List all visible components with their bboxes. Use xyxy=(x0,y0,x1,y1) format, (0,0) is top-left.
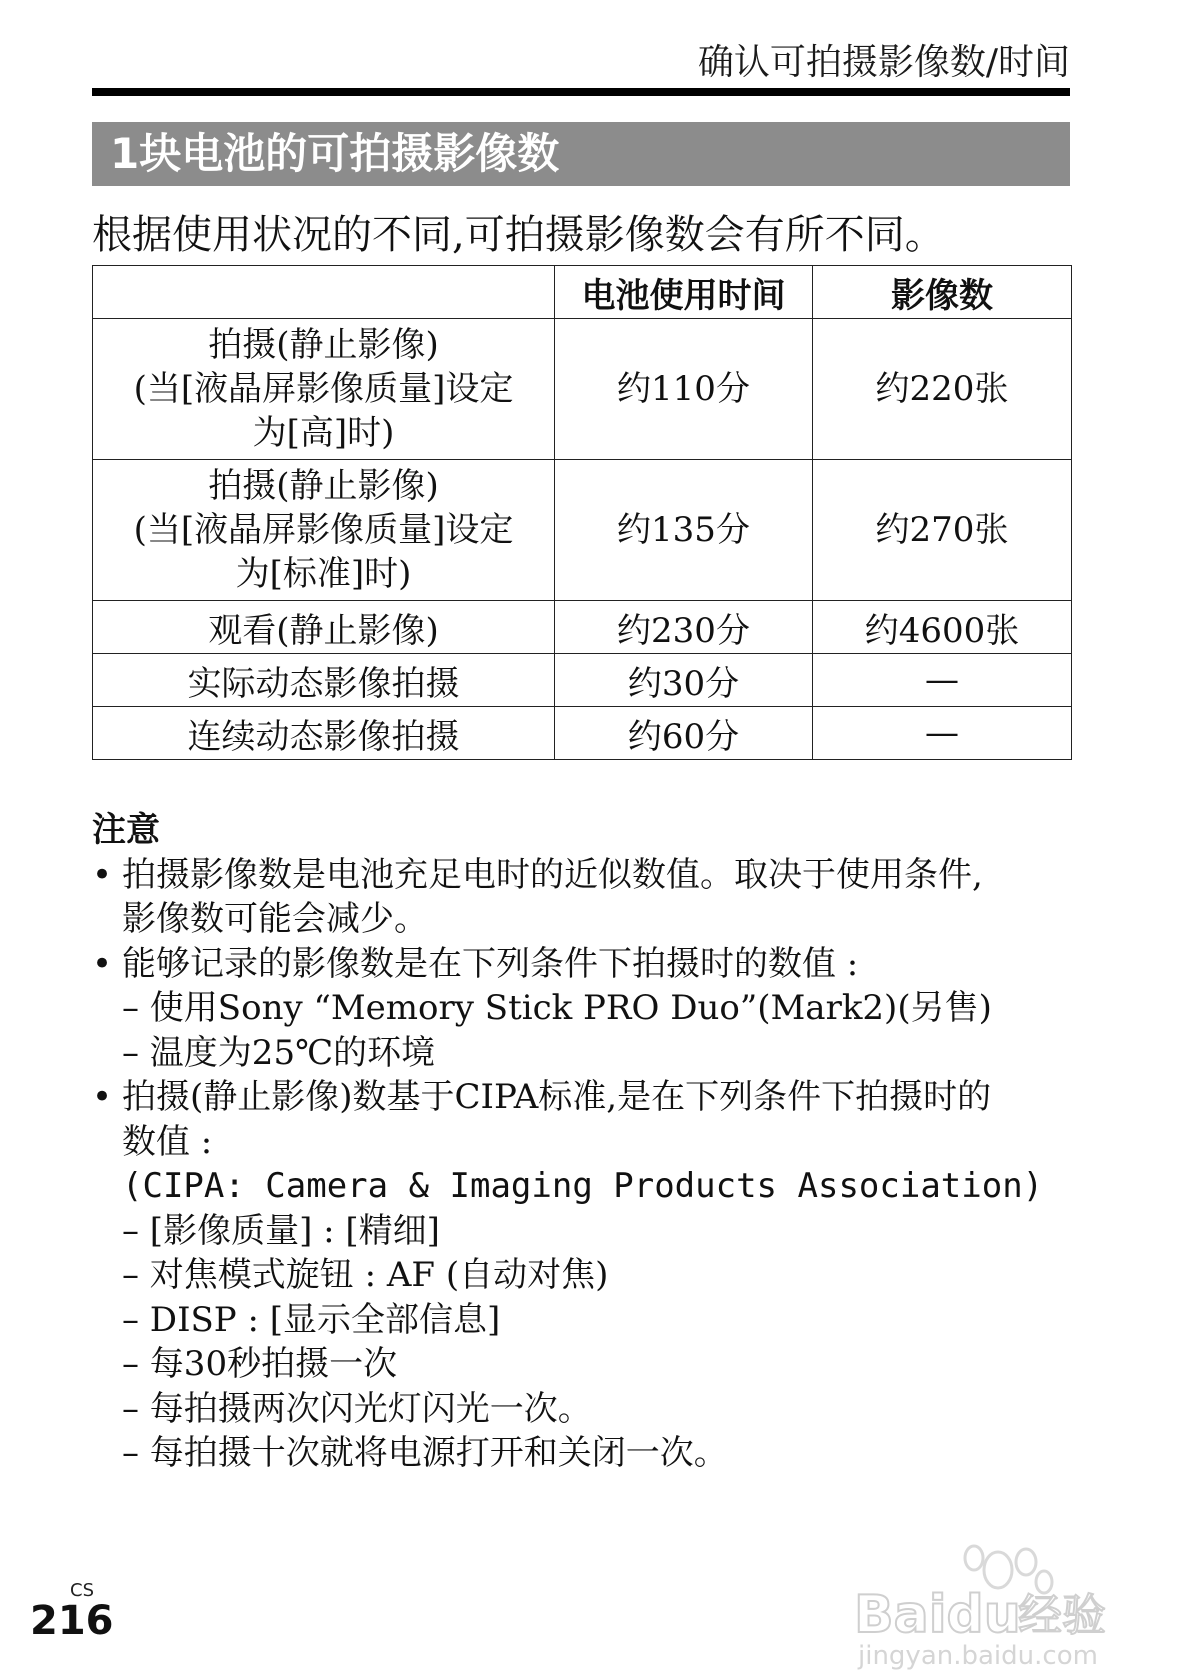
notes-section xyxy=(92,808,1082,1476)
note-line: – 使用Sony “Memory Stick PRO Duo”(Mark2)(另售) xyxy=(122,988,992,1028)
table-cell-mode xyxy=(93,460,555,601)
table-row xyxy=(93,319,1072,460)
table-cell-mode xyxy=(93,319,555,460)
running-header: 确认可拍摄影像数/时间 xyxy=(697,42,1070,83)
table-cell-time: 约110分 xyxy=(555,319,813,460)
mode-line: (当[液晶屏影像质量]设定 xyxy=(133,369,514,409)
note-line: 影像数可能会减少。 xyxy=(122,899,428,939)
baidu-watermark-logo xyxy=(848,1530,1148,1670)
table-cell-count: — xyxy=(813,707,1072,760)
watermark-url: jingyan.baidu.com xyxy=(858,1641,1098,1670)
table-cell-mode: 实际动态影像拍摄 xyxy=(93,654,555,707)
table-cell-time: 约135分 xyxy=(555,460,813,601)
mode-line: 拍摄(静止影像) xyxy=(208,325,439,365)
mode-line: (当[液晶屏影像质量]设定 xyxy=(133,510,514,550)
note-line: – DISP : [显示全部信息] xyxy=(122,1299,501,1340)
watermark-brand: Baidu xyxy=(854,1585,1021,1645)
table-header-count: 影像数 xyxy=(813,266,1072,319)
table-row xyxy=(93,460,1072,601)
note-line: 能够记录的影像数是在下列条件下拍摄时的数值 : xyxy=(122,943,859,984)
notes-title: 注意 xyxy=(92,810,160,850)
note-line: – 温度为25℃的环境 xyxy=(122,1032,436,1073)
page-language-code: CS xyxy=(70,1580,94,1601)
watermark-brand-cn: 经验 xyxy=(1018,1590,1106,1641)
table-header-row xyxy=(93,266,1072,319)
table-row xyxy=(93,707,1072,760)
note-line: – [影像质量] : [精细] xyxy=(122,1210,440,1251)
table-cell-count: 约4600张 xyxy=(813,601,1072,654)
bullet-icon: • xyxy=(92,943,113,984)
bullet-icon: • xyxy=(92,1077,113,1117)
bullet-icon: • xyxy=(92,854,113,895)
header-rule xyxy=(92,88,1070,96)
table-cell-time: 约60分 xyxy=(555,707,813,760)
mode-line: 为[标准]时) xyxy=(235,554,412,594)
table-cell-count: 约220张 xyxy=(813,319,1072,460)
table-cell-mode: 观看(静止影像) xyxy=(93,601,555,654)
note-line: (CIPA: Camera & Imaging Products Association) xyxy=(122,1166,1044,1206)
note-item xyxy=(92,942,1082,1076)
intro-text: 根据使用状况的不同,可拍摄影像数会有所不同。 xyxy=(92,212,945,258)
table-header-mode xyxy=(93,266,555,319)
section-title: 1块电池的可拍摄影像数 xyxy=(92,122,1070,186)
note-item xyxy=(92,1075,1082,1476)
note-line: – 对焦模式旋钮 : AF (自动对焦) xyxy=(122,1255,609,1295)
table-row xyxy=(93,654,1072,707)
table-row xyxy=(93,601,1072,654)
table-header-time: 电池使用时间 xyxy=(555,266,813,319)
note-line: – 每拍摄两次闪光灯闪光一次。 xyxy=(122,1388,592,1429)
table-cell-time: 约230分 xyxy=(555,601,813,654)
table-cell-count: 约270张 xyxy=(813,460,1072,601)
battery-table xyxy=(92,265,1072,760)
table-cell-time: 约30分 xyxy=(555,654,813,707)
page-number: 216 xyxy=(30,1598,114,1644)
mode-line: 拍摄(静止影像) xyxy=(208,466,439,506)
note-line: 数值 : xyxy=(122,1121,213,1162)
note-line: – 每30秒拍摄一次 xyxy=(122,1344,398,1384)
mode-line: 为[高]时) xyxy=(252,413,395,453)
table-cell-mode: 连续动态影像拍摄 xyxy=(93,707,555,760)
note-item xyxy=(92,853,1082,942)
table-cell-count: — xyxy=(813,654,1072,707)
note-line: 拍摄影像数是电池充足电时的近似数值。取决于使用条件, xyxy=(122,854,983,895)
note-line: – 每拍摄十次就将电源打开和关闭一次。 xyxy=(122,1433,728,1473)
note-line: 拍摄(静止影像)数基于CIPA标准,是在下列条件下拍摄时的 xyxy=(122,1077,992,1117)
